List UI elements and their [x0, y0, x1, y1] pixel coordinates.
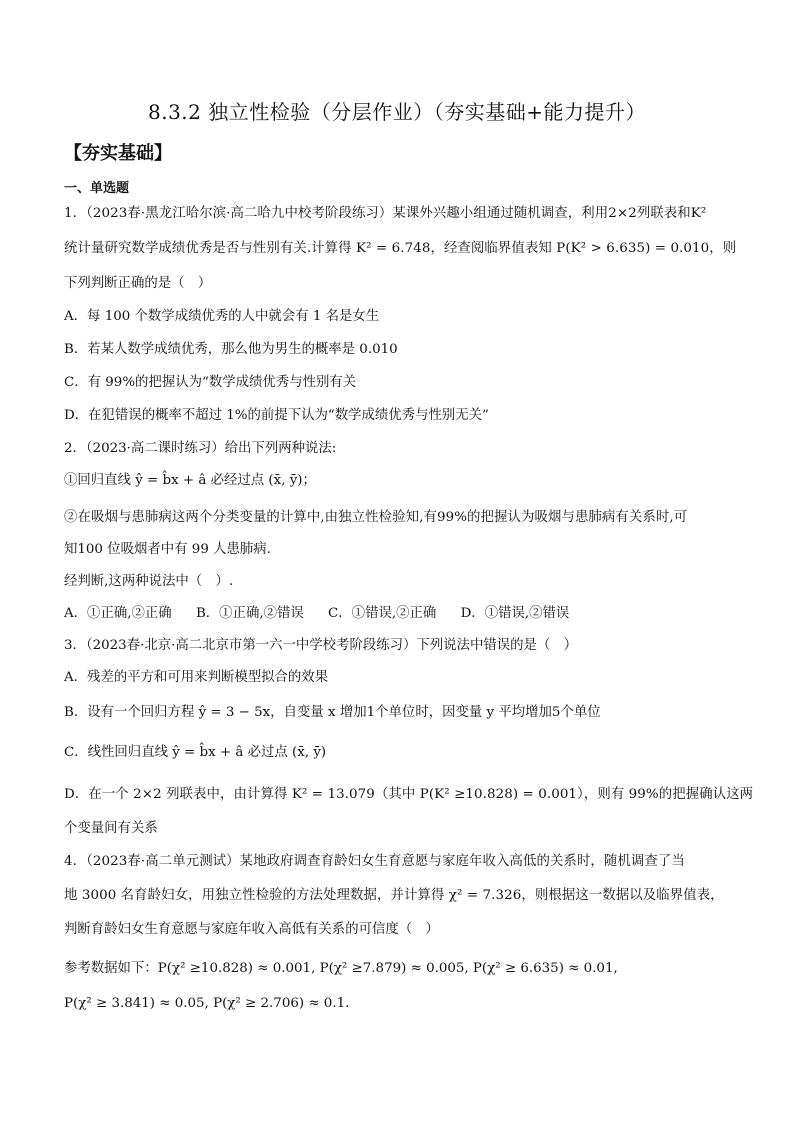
q4-stem-line-3: 判断育龄妇女生育意愿与家庭年收入高低有关系的可信度（ ）: [64, 922, 439, 937]
q1-option-a: A．每 100 个数学成绩优秀的人中就会有 1 名是女生: [64, 309, 380, 324]
q2-stem: 2．（2023·高二课时练习）给出下列两种说法:: [64, 441, 337, 456]
q3-option-d-line-1: D．在一个 2×2 列联表中，由计算得 K² = 13.079（其中 P(K² ≥10.828) = 0.001），则有 99%的把握确认这两: [64, 787, 754, 802]
q2-statement-2-line-2: 知100 位吸烟者中有 99 人患肺病.: [64, 542, 271, 557]
q1-option-c: C．有 99%的把握认为“数学成绩优秀与性别有关: [64, 375, 357, 390]
q1-stem-line-1: 1．（2023春·黑龙江哈尔滨·高二哈九中校考阶段练习）某课外兴趣小组通过随机调查，利用2×2列联表和K²: [64, 206, 707, 221]
q3-option-b: B．设有一个回归方程 ŷ = 3 − 5x，自变量 x 增加1个单位时，因变量 y 平均增加5个单位: [64, 705, 601, 720]
page-title: 8.3.2 独立性检验（分层作业）（夯实基础+能力提升）: [147, 100, 646, 124]
q2-option-b: B．①正确,②错误: [195, 606, 304, 621]
q1-option-b: B．若某人数学成绩优秀，那么他为男生的概率是 0.010: [64, 342, 398, 357]
q3-option-a: A．残差的平方和可用来判断模型拟合的效果: [64, 670, 329, 685]
q2-statement-2-line-1: ②在吸烟与患肺病这两个分类变量的计算中,由独立性检验知,有99%的把握认为吸烟与患肺病有关系时,可: [64, 510, 688, 525]
q2-option-a: A．①正确,②正确: [64, 606, 172, 621]
q2-statement-1: ①回归直线 ŷ = b̂x + â 必经过点 (x̄, ȳ)；: [64, 473, 316, 488]
q1-stem-line-2: 统计量研究数学成绩优秀是否与性别有关.计算得 K² = 6.748，经查阅临界值表知 P(K² > 6.635) = 0.010，则: [64, 241, 737, 256]
section-heading: 【夯实基础】: [64, 143, 172, 164]
q2-ask: 经判断,这两种说法中（ ）.: [64, 574, 234, 589]
q3-stem: 3．（2023春·北京·高二北京市第一六一中学校考阶段练习）下列说法中错误的是（ ）: [64, 638, 578, 653]
q2-option-c: C．①错误,②正确: [328, 606, 437, 621]
q1-stem-line-3: 下列判断正确的是（ ）: [64, 276, 212, 291]
q4-stem-line-2: 地 3000 名育龄妇女，用独立性检验的方法处理数据，并计算得 χ² = 7.326，则根据这一数据以及临界值表，: [64, 888, 724, 903]
q4-stem-line-1: 4．（2023春·高二单元测试）某地政府调查育龄妇女生育意愿与家庭年收入高低的关系时，随机调查了当: [64, 854, 685, 869]
q3-option-c: C．线性回归直线 ŷ = b̂x + â 必过点 (x̄, ȳ): [64, 745, 327, 760]
q2-options: [64, 602, 734, 621]
q4-reference-line-2: P(χ² ≥ 3.841) ≈ 0.05, P(χ² ≥ 2.706) ≈ 0.1.: [64, 996, 350, 1011]
subsection-heading: 一、单选题: [64, 181, 130, 196]
q4-reference-line-1: 参考数据如下：P(χ² ≥10.828) ≈ 0.001, P(χ² ≥7.879) ≈ 0.005, P(χ² ≥ 6.635) ≈ 0.01,: [64, 961, 618, 976]
q2-option-d: D．①错误,②错误: [460, 606, 570, 621]
q1-option-d: D．在犯错误的概率不超过 1%的前提下认为“数学成绩优秀与性别无关”: [64, 408, 489, 423]
q3-option-d-line-2: 个变量间有关系: [64, 821, 158, 836]
